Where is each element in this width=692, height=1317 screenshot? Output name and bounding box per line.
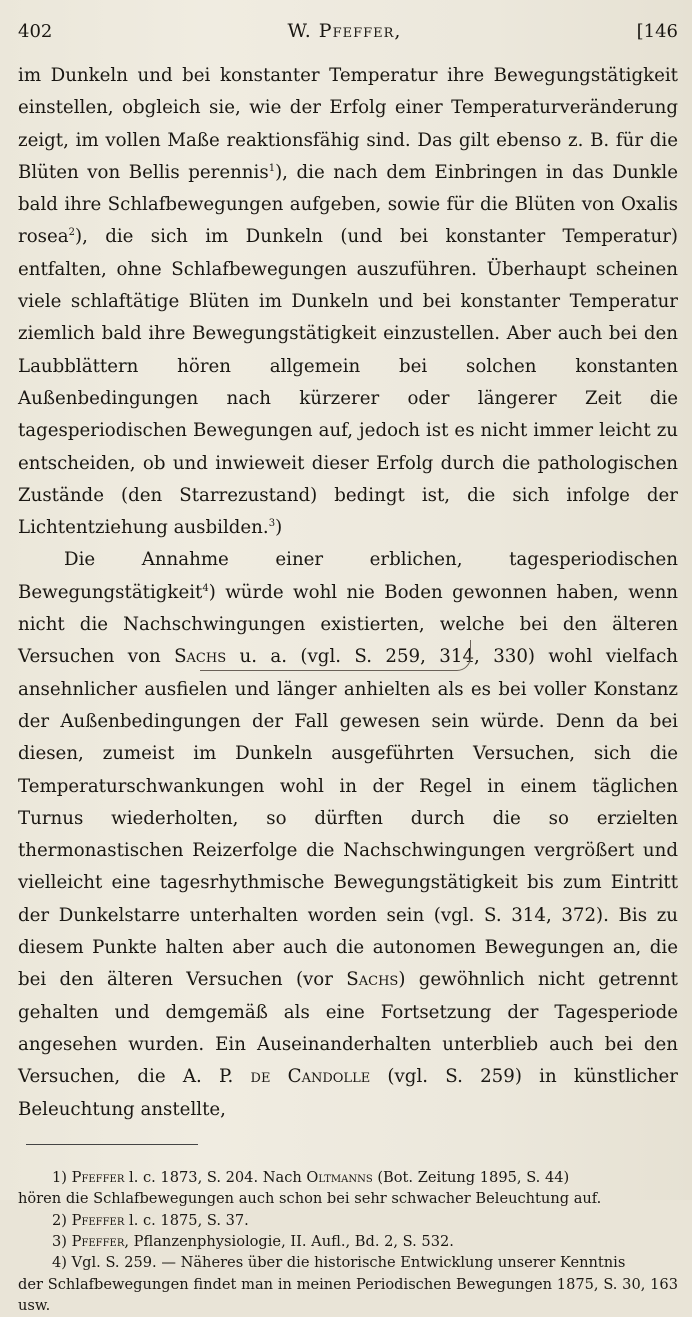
footnote-separator (26, 1144, 198, 1145)
paragraph-1 (18, 60, 678, 544)
author-name: Pfeffer (71, 1211, 125, 1229)
author-name: de Candolle (250, 1066, 371, 1088)
footnote-ref-3: 3 (268, 518, 276, 530)
footnote-label: 4) (52, 1254, 67, 1272)
footnote-1 (18, 1167, 678, 1188)
author-name: Oltmanns (306, 1168, 373, 1186)
section-number: [146 (636, 21, 678, 42)
text-run: ) würde wohl nie Boden gewonnen haben, wenn nicht die Nachschwingungen existierten, welche bei den älteren Versuchen von (18, 581, 678, 668)
text-run: Die Annahme einer erblichen, tagesperiodischen Bewegungstätigkeit (18, 549, 678, 603)
text-run: ) gewöhnlich nicht getrennt gehalten und demgemäß als eine Fortsetzung der Tagesperiode angesehen wurden. Ein Auseinanderhalten unterblieb auch bei den Versuchen, die A. P. (18, 969, 678, 1088)
text-run: l. c. 1873, S. 204. Nach (124, 1168, 307, 1186)
footnote-ref-4: 4 (202, 582, 209, 594)
main-text (18, 60, 678, 1126)
author-name: Pfeffer (71, 1168, 125, 1186)
footnote-label: 3) (52, 1233, 67, 1251)
footnote-3 (18, 1231, 678, 1252)
footnote-2 (18, 1210, 678, 1231)
footnote-label: 2) (52, 1211, 67, 1229)
page-number: 402 (18, 21, 53, 42)
text-run: Vgl. S. 259. — Näheres über die historische Entwicklung unserer Kenntnis (71, 1254, 626, 1272)
text-run: im Dunkeln und bei konstanter Temperatur ihre Bewegungstätigkeit einstellen, obgleich sie, wie der Erfolg einer Temperaturveränderung zeigt, im vollen Maße reaktionsfähig sind. Das gilt ebenso z. B. für die Blüten von Bellis perennis (18, 65, 678, 183)
paragraph-2 (18, 544, 678, 1125)
footnote-4-continued: der Schlafbewegungen findet man in meinen Periodischen Bewegungen 1875, S. 30, 163 usw. (18, 1275, 678, 1315)
text-run: ), die nach dem Einbringen in das Dunkle bald ihre Schlafbewegungen aufgeben, sowie für die Blüten von Oxalis rosea (18, 161, 678, 248)
footnotes (18, 1167, 678, 1317)
text-run: (vgl. S. 259) in künstlicher Beleuchtung anstellte, (18, 1066, 678, 1120)
text-run: ) (275, 517, 283, 539)
footnote-ref-1: 1 (268, 162, 276, 174)
text-run: l. c. 1875, S. 37. (124, 1211, 249, 1229)
footnote-4 (18, 1252, 678, 1273)
author-name: Sachs (346, 969, 399, 991)
running-header (18, 20, 678, 60)
text-run: (Bot. Zeitung 1895, S. 44) (372, 1168, 570, 1186)
text-run: ), die sich im Dunkeln (und bei konstanter Temperatur) entfalten, ohne Schlafbewegungen auszuführen. Überhaupt scheinen viele schlaftätige Blüten im Dunkeln und bei konstanter Temperatur ziemlich bald ihre Bewegungstätigkeit einzustellen. Aber auch bei den Laubblättern hören allgemein bei solchen konstanten Außenbedingungen nach kürzerer oder längerer Zeit die tagesperiodischen Bewegungen auf, jedoch ist es nicht immer leicht zu entscheiden, ob und inwieweit dieser Erfolg durch die pathologischen Zustände (den Starrezustand) bedingt ist, die sich infolge der Lichtentziehung ausbilden. (18, 226, 678, 539)
author-name: Pfeffer (71, 1233, 125, 1251)
running-title: W. Pfeffer, (287, 20, 402, 42)
footnote-ref-2: 2 (68, 227, 75, 239)
text-run: , Pflanzenphysiologie, II. Aufl., Bd. 2, S. 532. (124, 1233, 454, 1251)
footnote-label: 1) (52, 1168, 67, 1186)
text-run: u. a. (vgl. S. 259, 314, 330) wohl vielfach ansehnlicher ausfielen und länger anhielten als es bei voller Konstanz der Außenbedingungen der Fall gewesen sein würde. Denn da bei diesen, zumeist im Dunkeln ausgeführten Versuchen, sich die Temperaturschwankungen wohl in der Regel in einem täglichen Turnus wiederholten, so dürften durch die so erzielten thermonastischen Reizerfolge die Nachschwingungen vergrößert und vielleicht eine tagesrhythmische Bewegungstätigkeit bis zum Eintritt der Dunkelstarre unterhalten worden sein (vgl. S. 314, 372). Bis zu diesem Punkte halten aber auch die autonomen Bewegungen an, die bei den älteren Versuchen (vor (18, 646, 678, 991)
author-name: Sachs (174, 646, 227, 668)
footnote-1-continued: hören die Schlafbewegungen auch schon bei sehr schwacher Beleuchtung auf. (18, 1190, 602, 1208)
